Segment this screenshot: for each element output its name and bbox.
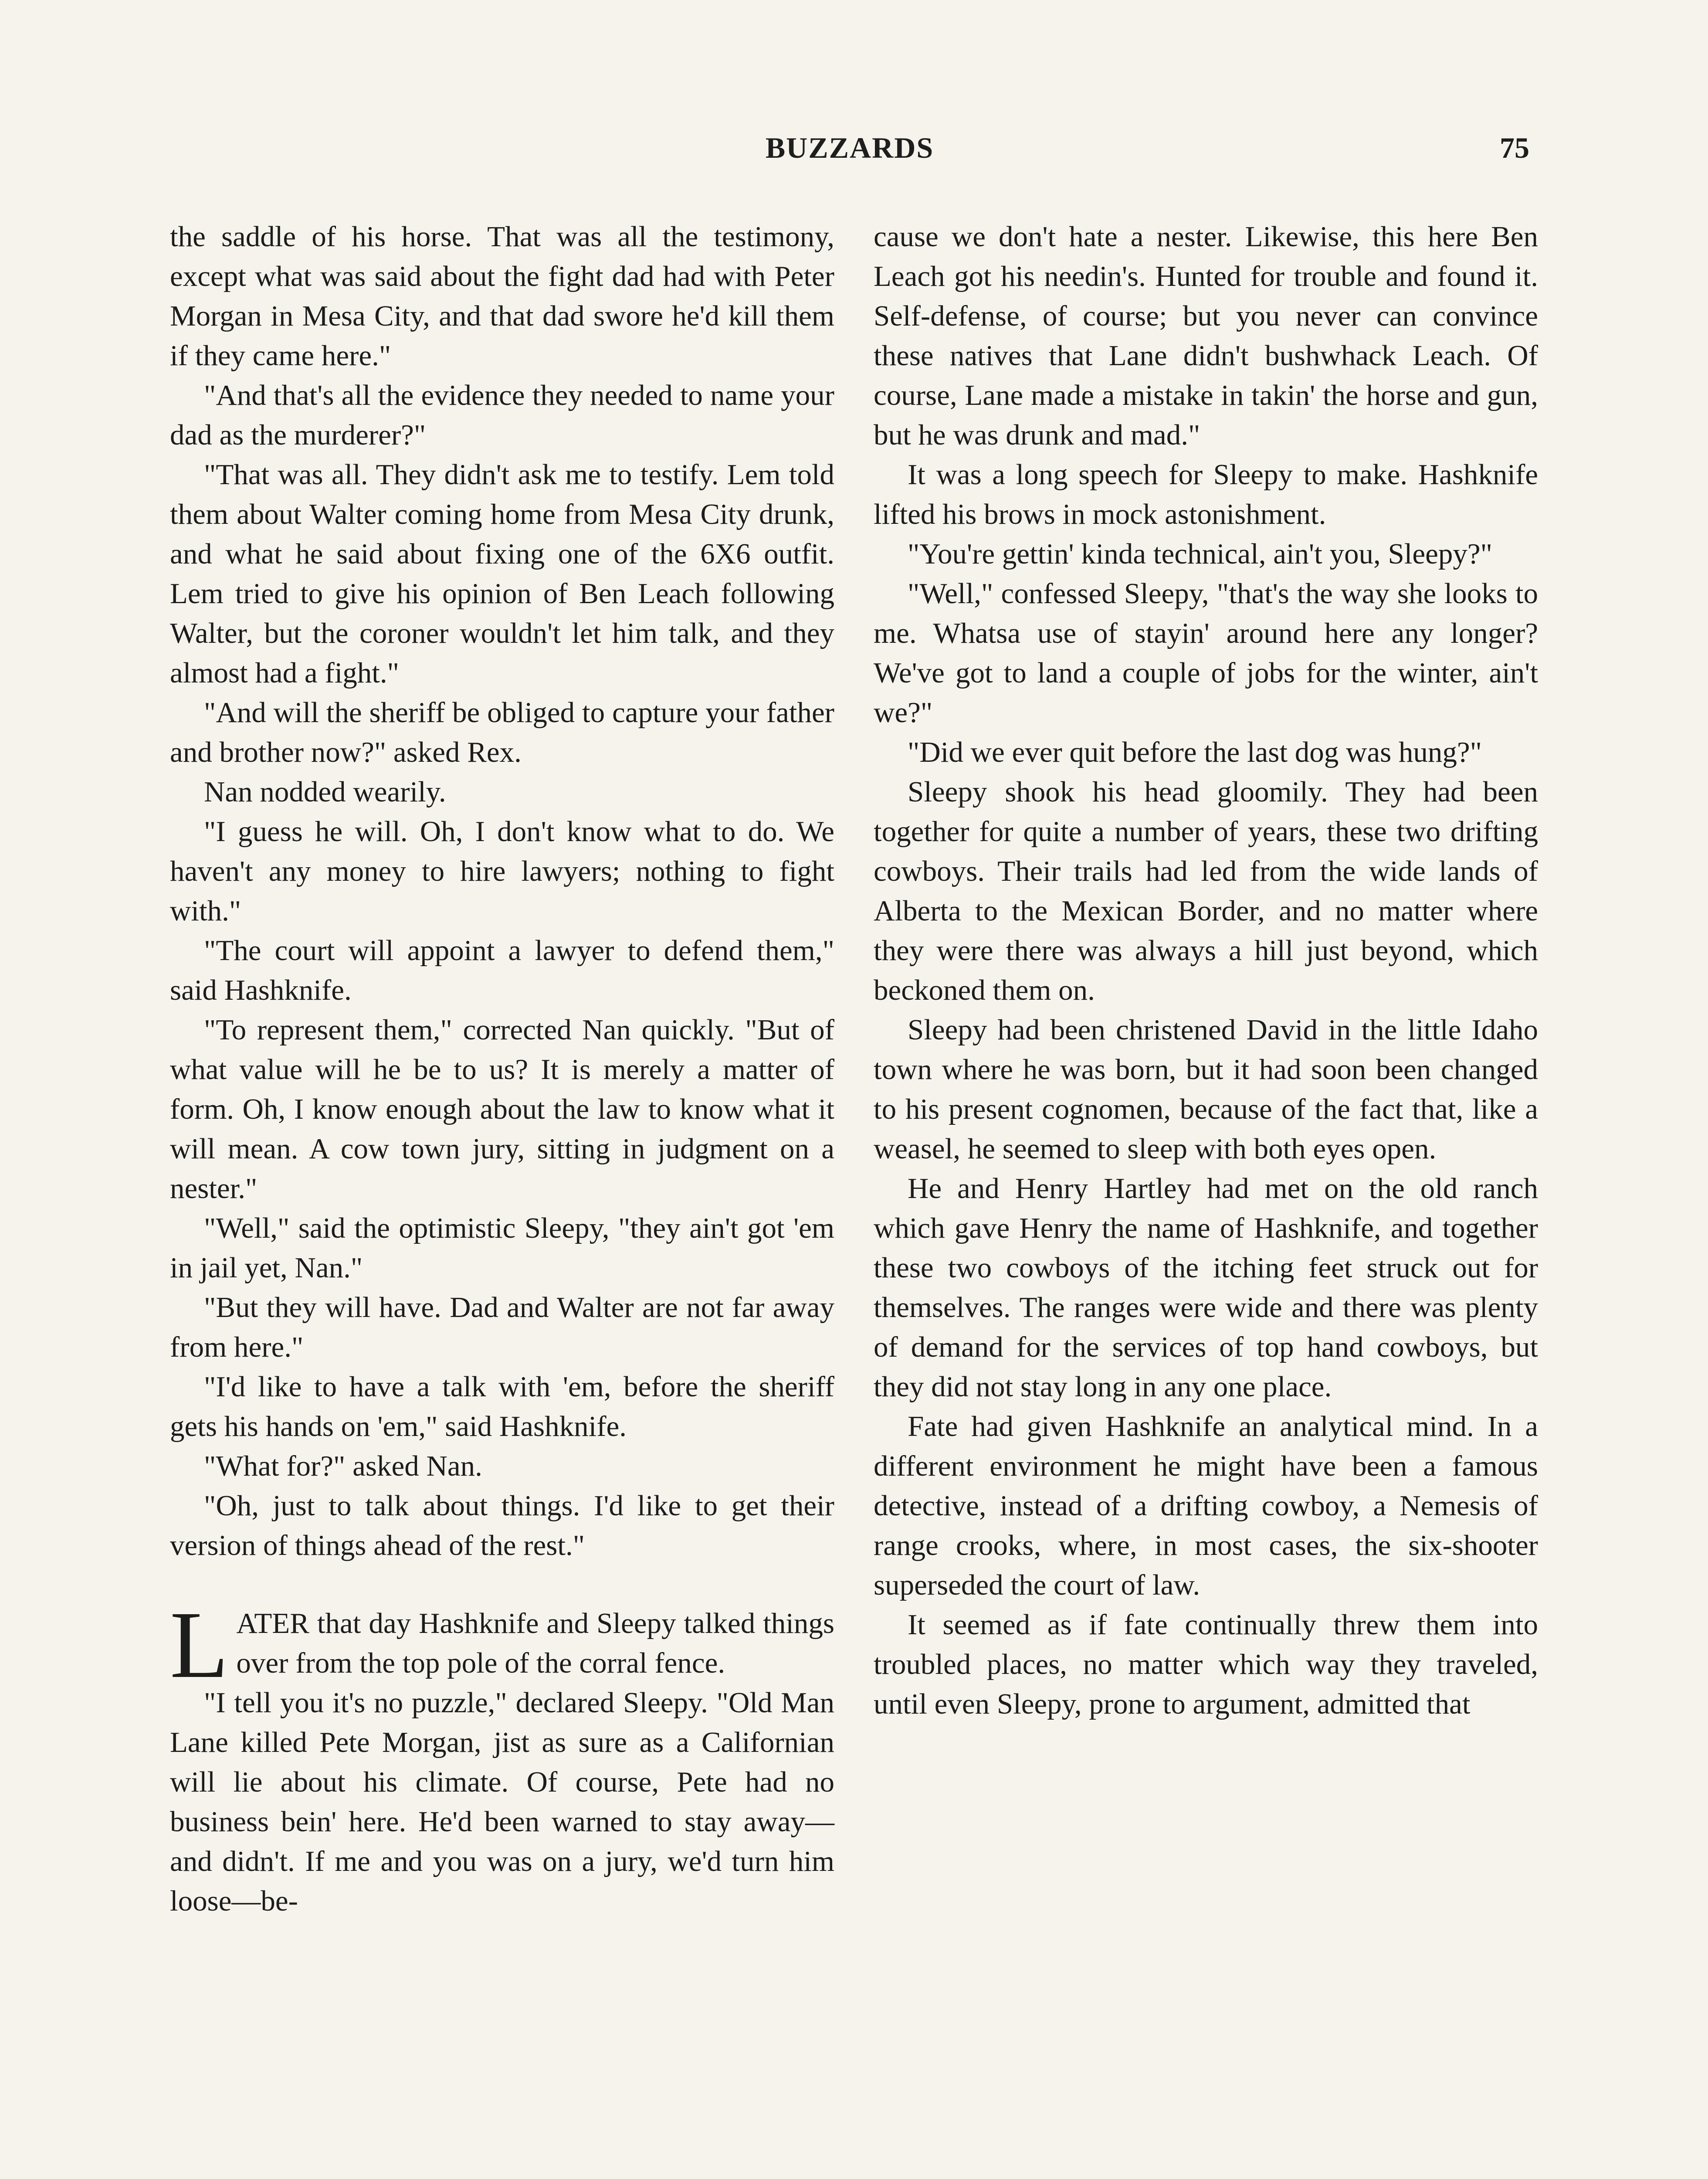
paragraph: [170, 693, 834, 772]
running-head: BUZZARDS: [765, 131, 934, 164]
paragraph: [170, 1486, 834, 1565]
paragraph-text: "The court will appoint a lawyer to defend them," said Hashknife.: [170, 934, 834, 1006]
paragraph: [874, 1169, 1538, 1407]
paragraph: [170, 1446, 834, 1486]
paragraph: [874, 534, 1538, 574]
paragraph-text: "I'd like to have a talk with 'em, before the sheriff gets his hands on 'em," said Hashknife.: [170, 1371, 834, 1442]
paragraph-text: "I tell you it's no puzzle," declared Sleepy. "Old Man Lane killed Pete Morgan, jist as sure as a Californian will lie about his climate. Of course, Pete had no business bein' here. He'd been warned to stay away—and didn't. If me and you was on a jury, we'd turn him loose—be-: [170, 1687, 834, 1917]
paragraph-text: "And that's all the evidence they needed to name your dad as the murderer?": [170, 379, 834, 451]
paragraph-text: "That was all. They didn't ask me to testify. Lem told them about Walter coming home from Mesa City drunk, and what he said about fixing one of the 6X6 outfit. Lem tried to give his opinion of Ben Leach following Walter, but the coroner wouldn't let him talk, and they almost had a fight.": [170, 458, 834, 689]
paragraph-text: Nan nodded wearily.: [204, 776, 446, 808]
paragraph: [170, 812, 834, 931]
paragraph: [874, 1605, 1538, 1724]
paragraph-text: Sleepy had been christened David in the little Idaho town where he was born, but it had soon been changed to his present cognomen, because of the fact that, like a weasel, he seemed to sleep with both eyes open.: [874, 1014, 1538, 1165]
paragraph-text: "But they will have. Dad and Walter are not far away from here.": [170, 1291, 834, 1363]
paragraph-text: Sleepy shook his head gloomily. They had been together for quite a number of years, these two drifting cowboys. Their trails had led from the wide lands of Alberta to the Mexican Border, and no matter where they were there was always a hill just beyond, which beckoned them on.: [874, 776, 1538, 1006]
paragraph: [874, 217, 1538, 455]
paragraph-text: It seemed as if fate continually threw them into troubled places, no matter which way they traveled, until even Sleepy, prone to argument, admitted that: [874, 1609, 1538, 1720]
paragraph: [874, 772, 1538, 1010]
paragraph-text: "And will the sheriff be obliged to capture your father and brother now?" asked Rex.: [170, 696, 834, 768]
paragraph: [170, 1288, 834, 1367]
paragraph: [170, 1683, 834, 1921]
paragraph: [874, 733, 1538, 772]
left-text-column: [170, 217, 834, 1921]
paragraph: [170, 217, 834, 376]
paragraph-text: "To represent them," corrected Nan quickly. "But of what value will he be to us? It is merely a matter of form. Oh, I know enough about the law to know what it will mean. A cow town jury, sitting in judgment on a nester.": [170, 1014, 834, 1205]
paragraph: [874, 574, 1538, 733]
paragraph-text: "Well," confessed Sleepy, "that's the way she looks to me. Whatsa use of stayin' around here any longer? We've got to land a couple of jobs for the winter, ain't we?": [874, 577, 1538, 729]
paragraph-text: "Oh, just to talk about things. I'd like to get their version of things ahead of the rest.": [170, 1490, 834, 1561]
paragraph: [170, 1010, 834, 1208]
paragraph: [170, 455, 834, 693]
page-number: 75: [1500, 131, 1529, 164]
page-header: [170, 131, 1529, 179]
paragraph: [874, 455, 1538, 534]
paragraph-text: "Well," said the optimistic Sleepy, "they ain't got 'em in jail yet, Nan.": [170, 1212, 834, 1284]
paragraph: [170, 376, 834, 455]
paragraph-text: cause we don't hate a nester. Likewise, this here Ben Leach got his needin's. Hunted for trouble and found it. Self-defense, of course; but you never can convince these natives that Lane didn't bushwhack Leach. Of course, Lane made a mistake in takin' the horse and gun, but he was drunk and mad.": [874, 221, 1538, 451]
drop-cap: L: [170, 1592, 229, 1698]
paragraph-text: "What for?" asked Nan.: [204, 1450, 482, 1482]
paragraph: [170, 1208, 834, 1288]
paragraph-text: Fate had given Hashknife an analytical mind. In a different environment he might have been a famous detective, instead of a drifting cowboy, a Nemesis of range crooks, where, in most cases, the six-shooter superseded the court of law.: [874, 1410, 1538, 1601]
paragraph: [170, 772, 834, 812]
right-text-column: [874, 217, 1538, 1724]
paragraph-text: "I guess he will. Oh, I don't know what to do. We haven't any money to hire lawyers; nothing to fight with.": [170, 815, 834, 927]
paragraph-text: He and Henry Hartley had met on the old ranch which gave Henry the name of Hashknife, and together these two cowboys of the itching feet struck out for themselves. The ranges were wide and there was plenty of demand for the services of top hand cowboys, but they did not stay long in any one place.: [874, 1172, 1538, 1403]
paragraph: [170, 1592, 834, 1698]
paragraph: [170, 931, 834, 1010]
paragraph-text: It was a long speech for Sleepy to make. Hashknife lifted his brows in mock astonishment.: [874, 458, 1538, 530]
paragraph: [170, 1367, 834, 1446]
paragraph: [874, 1407, 1538, 1605]
paragraph-text: ATER that day Hashknife and Sleepy talked things over from the top pole of the corral fence.: [236, 1607, 834, 1679]
paragraph: [874, 1010, 1538, 1169]
paragraph-text: "You're gettin' kinda technical, ain't you, Sleepy?": [908, 538, 1492, 570]
paragraph-text: the saddle of his horse. That was all the testimony, except what was said about the fight dad had with Peter Morgan in Mesa City, and that dad swore he'd kill them if they came here.": [170, 221, 834, 372]
paragraph-text: "Did we ever quit before the last dog was hung?": [908, 736, 1482, 768]
